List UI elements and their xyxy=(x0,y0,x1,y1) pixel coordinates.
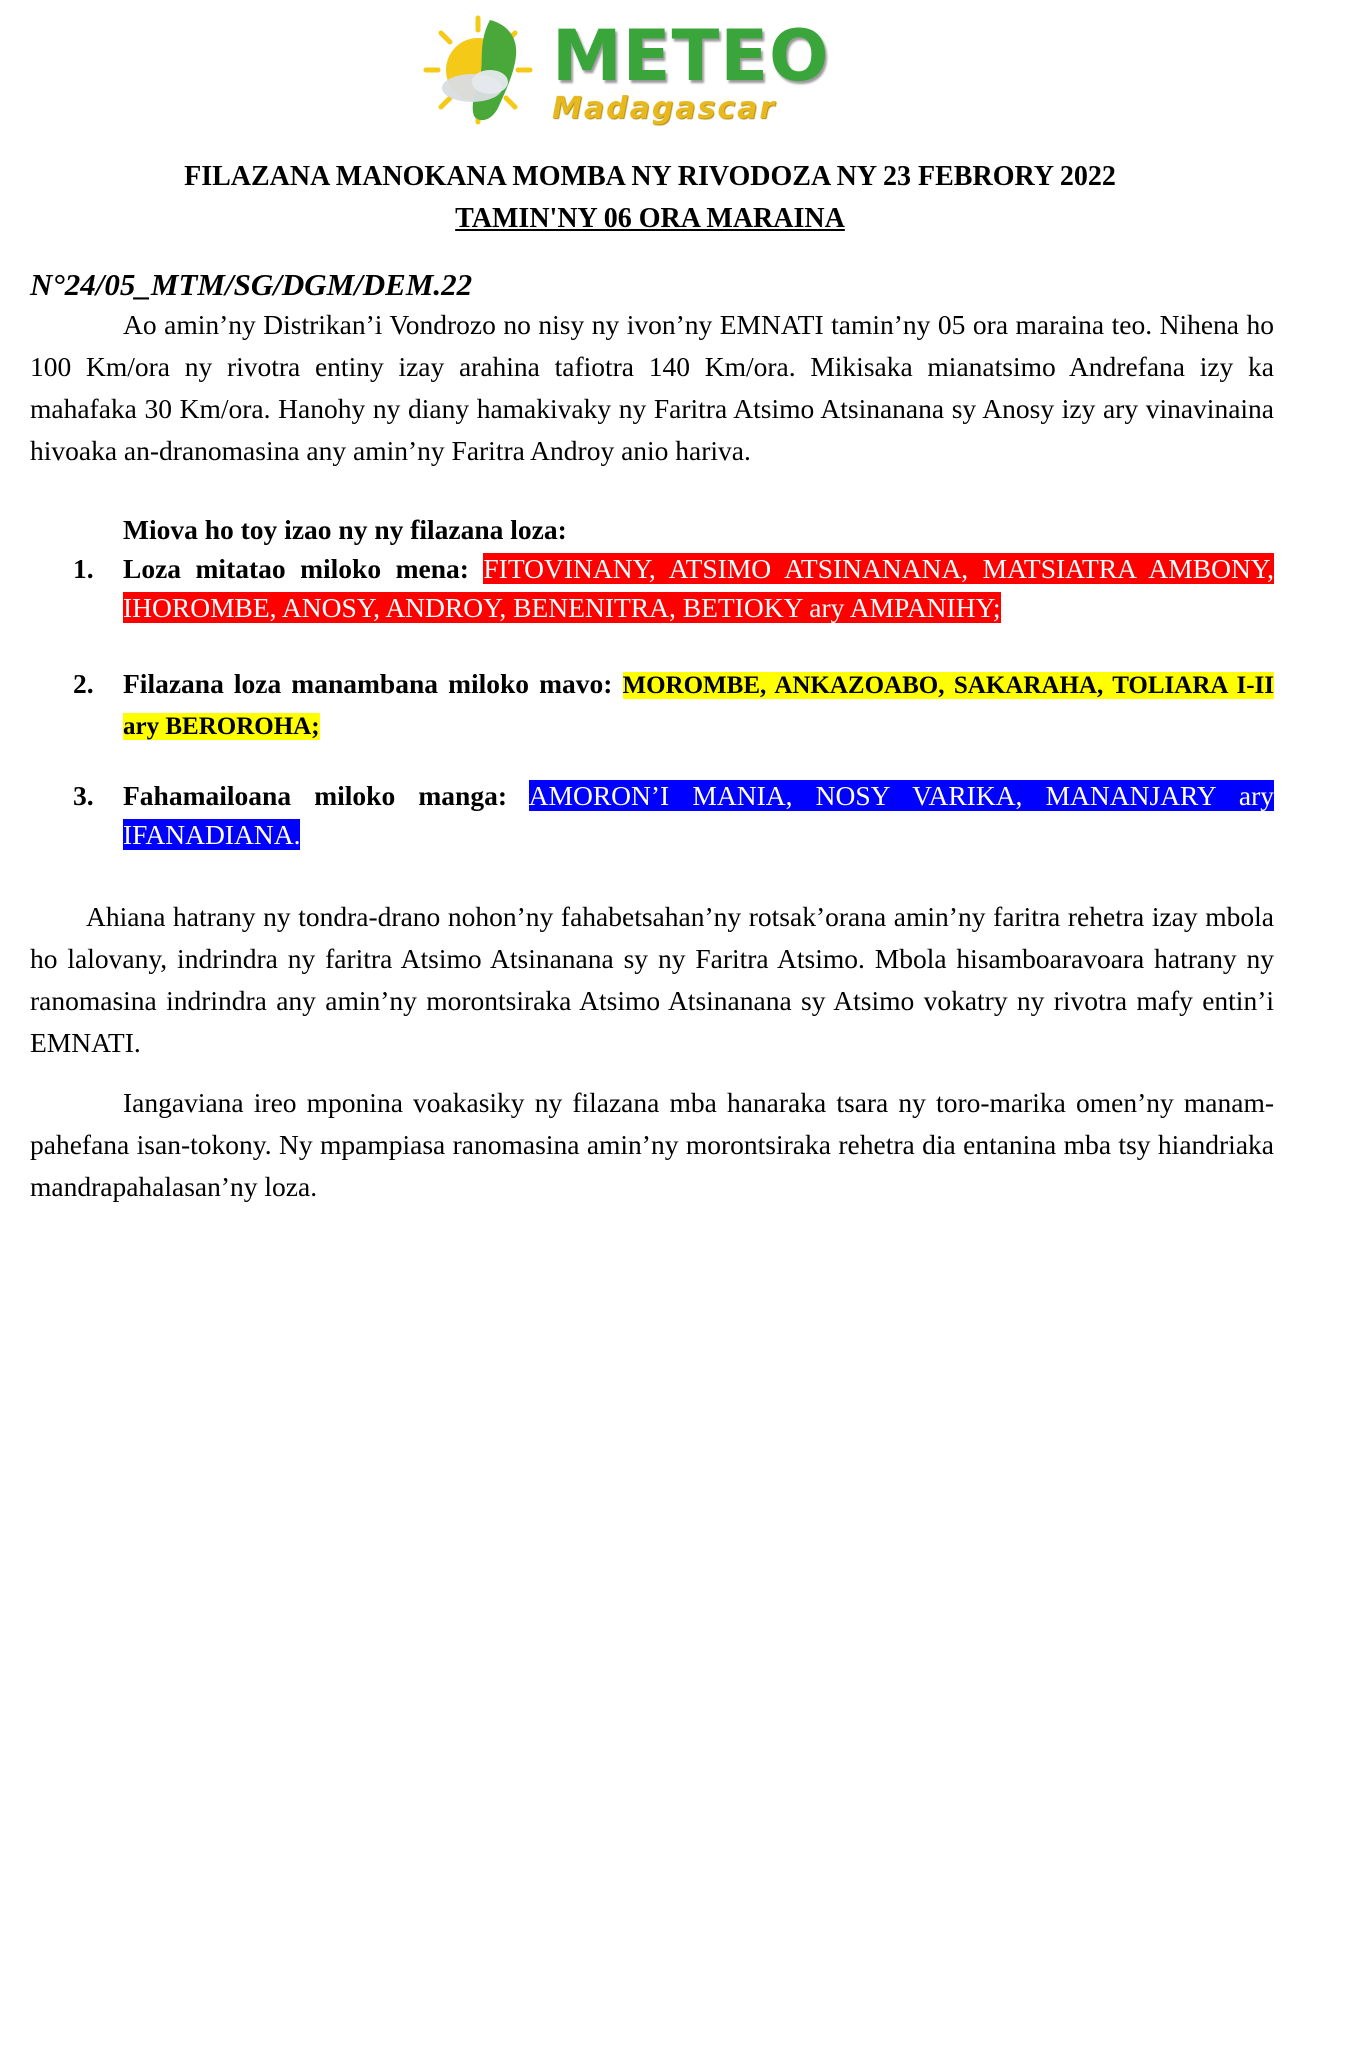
alert-item-label: Loza mitatao miloko mena: xyxy=(123,553,469,584)
document-title: FILAZANA MANOKANA MOMBA NY RIVODOZA NY 23 FEBRORY 2022 xyxy=(184,161,1116,192)
alert-regions-yellow: MOROMBE, ANKAZOABO, SAKARAHA, TOLIARA I-II ary BEROROHA; xyxy=(123,672,1275,740)
logo-subtitle: Madagascar xyxy=(552,91,777,126)
alert-item-number: 2. xyxy=(73,668,94,699)
paragraph-population-advice: Iangaviana ireo mponina voakasiky ny filazana mba hanaraka tsara ny toro-marika omen’ny manam-pahefana isan-tokony. Ny mpampiasa ranomasina amin’ny morontsiraka rehetra dia entanina mba tsy hiandriaka mandrapahalasan’ny loza. xyxy=(30,1087,1274,1202)
alert-item-number: 3. xyxy=(73,780,94,811)
paragraph-flood-warning: Ahiana hatrany ny tondra-drano nohon’ny fahabetsahan’ny rotsak’orana amin’ny faritra rehetra izay mbola ho lalovany, indrindra ny faritra Atsimo Atsinanana sy ny Faritra Atsimo. Mbola hisamboaravoara hatrany ny ranomasina indrindra any amin’ny morontsiraka Atsimo Atsinanana sy Atsimo vokatry ny rivotra mafy entin’i EMNATI. xyxy=(30,901,1274,1058)
alert-item-yellow xyxy=(73,664,1275,746)
document-subtitle: TAMIN'NY 06 ORA MARAINA xyxy=(455,203,845,234)
alert-item-label: Fahamailoana miloko manga: xyxy=(123,780,508,811)
alert-item-blue xyxy=(73,776,1274,854)
logo-word: METEO xyxy=(552,15,830,97)
alert-item-red xyxy=(73,549,1274,627)
alert-regions-red: FITOVINANY, ATSIMO ATSINANANA, MATSIATRA AMBONY, IHOROMBE, ANOSY, ANDROY, BENENITRA, BETIOKY ary AMPANIHY; xyxy=(123,553,1274,623)
meteo-madagascar-logo xyxy=(420,12,830,130)
alert-list-lead: Miova ho toy izao ny ny filazana loza: xyxy=(123,514,567,545)
paragraph-cyclone-position: Ao amin’ny Distrikan’i Vondrozo no nisy ny ivon’ny EMNATI tamin’ny 05 ora maraina teo. Nihena ho 100 Km/ora ny rivotra entiny izay arahina tafiotra 140 Km/ora. Mikisaka mianatsimo Andrefana izy ka mahafaka 30 Km/ora. Hanohy ny diany hamakivaky ny Faritra Atsimo Atsinanana sy Anosy izy ary vinavinaina hivoaka an-dranomasina any amin’ny Faritra Androy anio hariva. xyxy=(30,309,1274,466)
alert-item-number: 1. xyxy=(73,553,94,584)
reference-number: N°24/05_MTM/SG/DGM/DEM.22 xyxy=(30,267,473,302)
alert-item-label: Filazana loza manambana miloko mavo: xyxy=(123,668,613,699)
alert-regions-blue: AMORON’I MANIA, NOSY VARIKA, MANANJARY ary IFANADIANA. xyxy=(123,780,1274,850)
